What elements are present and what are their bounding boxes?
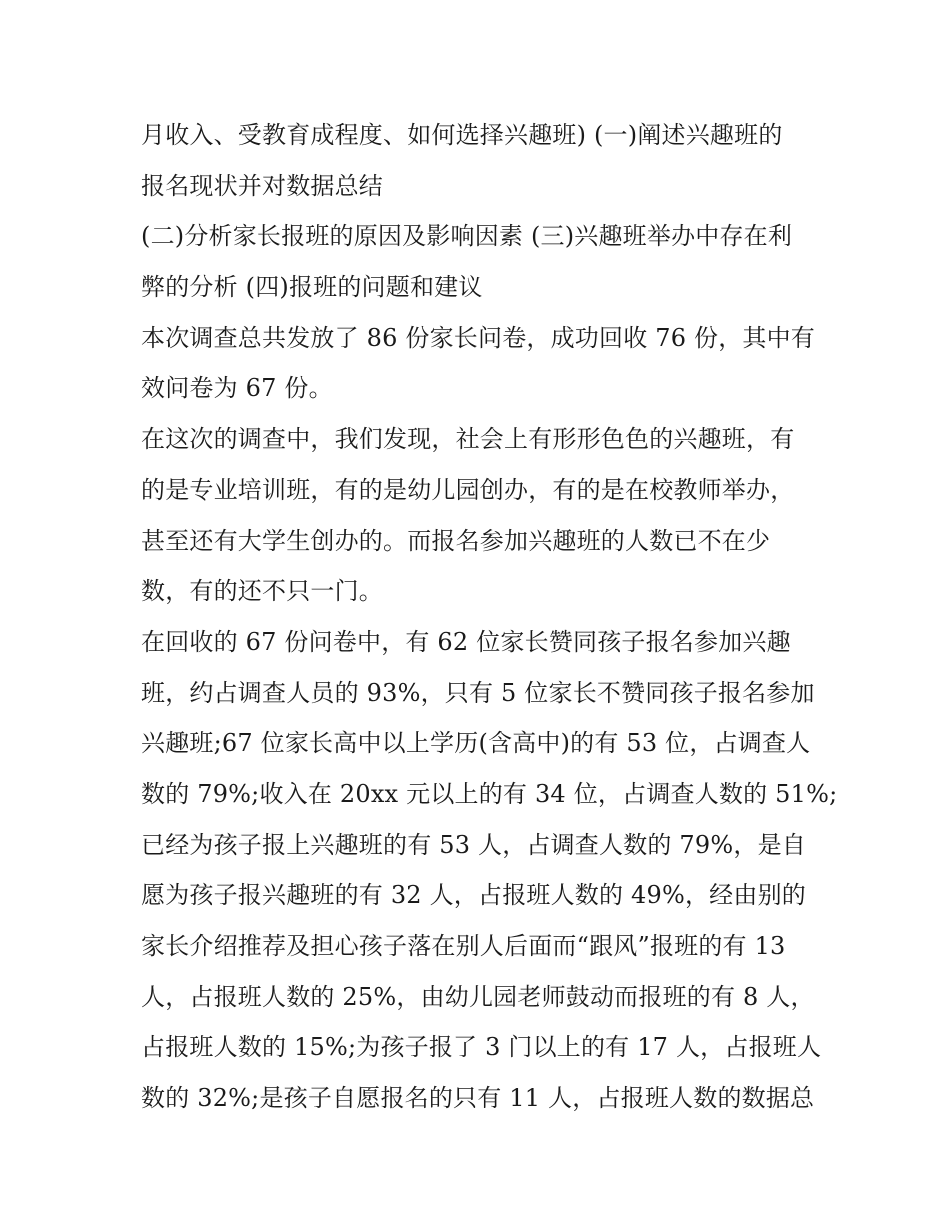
document-body	[141, 110, 838, 1124]
text-line: (二)分析家长报班的原因及影响因素 (三)兴趣班举办中存在利	[141, 222, 793, 251]
text-line: 月收入、受教育成程度、如何选择兴趣班) (一)阐述兴趣班的	[141, 121, 783, 149]
text-line: 数，有的还不只一门。	[141, 577, 383, 606]
text-line: 兴趣班;67 位家长高中以上学历(含高中)的有 53 位，占调查人	[141, 729, 811, 758]
text-line: 本次调查总共发放了 86 份家长问卷，成功回收 76 份，其中有	[141, 323, 815, 352]
text-line: 报名现状并对数据总结	[141, 171, 383, 200]
text-line: 的是专业培训班，有的是幼儿园创办，有的是在校教师举办，	[141, 475, 795, 504]
text-line: 愿为孩子报兴趣班的有 32 人，占报班人数的 49%，经由别的	[141, 881, 806, 910]
text-line: 占报班人数的 15%;为孩子报了 3 门以上的有 17 人，占报班人	[141, 1033, 822, 1062]
text-line: 在这次的调查中，我们发现，社会上有形形色色的兴趣班，有	[141, 425, 795, 454]
text-line: 弊的分析 (四)报班的问题和建议	[141, 273, 483, 302]
text-line: 在回收的 67 份问卷中，有 62 位家长赞同孩子报名参加兴趣	[141, 627, 791, 656]
text-line: 数的 32%;是孩子自愿报名的只有 11 人，占报班人数的数据总	[141, 1084, 815, 1113]
text-line: 数的 79%;收入在 20xx 元以上的有 34 位，占调查人数的 51%;	[141, 779, 838, 808]
text-line: 甚至还有大学生创办的。而报名参加兴趣班的人数已不在少	[141, 526, 771, 555]
text-line: 班，约占调查人员的 93%，只有 5 位家长不赞同孩子报名参加	[141, 678, 815, 707]
text-line: 家长介绍推荐及担心孩子落在别人后面而“跟风”报班的有 13	[141, 932, 786, 960]
text-line: 效问卷为 67 份。	[141, 374, 333, 403]
text-line: 人，占报班人数的 25%，由幼儿园老师鼓动而报班的有 8 人，	[141, 982, 815, 1011]
text-line: 已经为孩子报上兴趣班的有 53 人，占调查人数的 79%，是自	[141, 830, 806, 859]
